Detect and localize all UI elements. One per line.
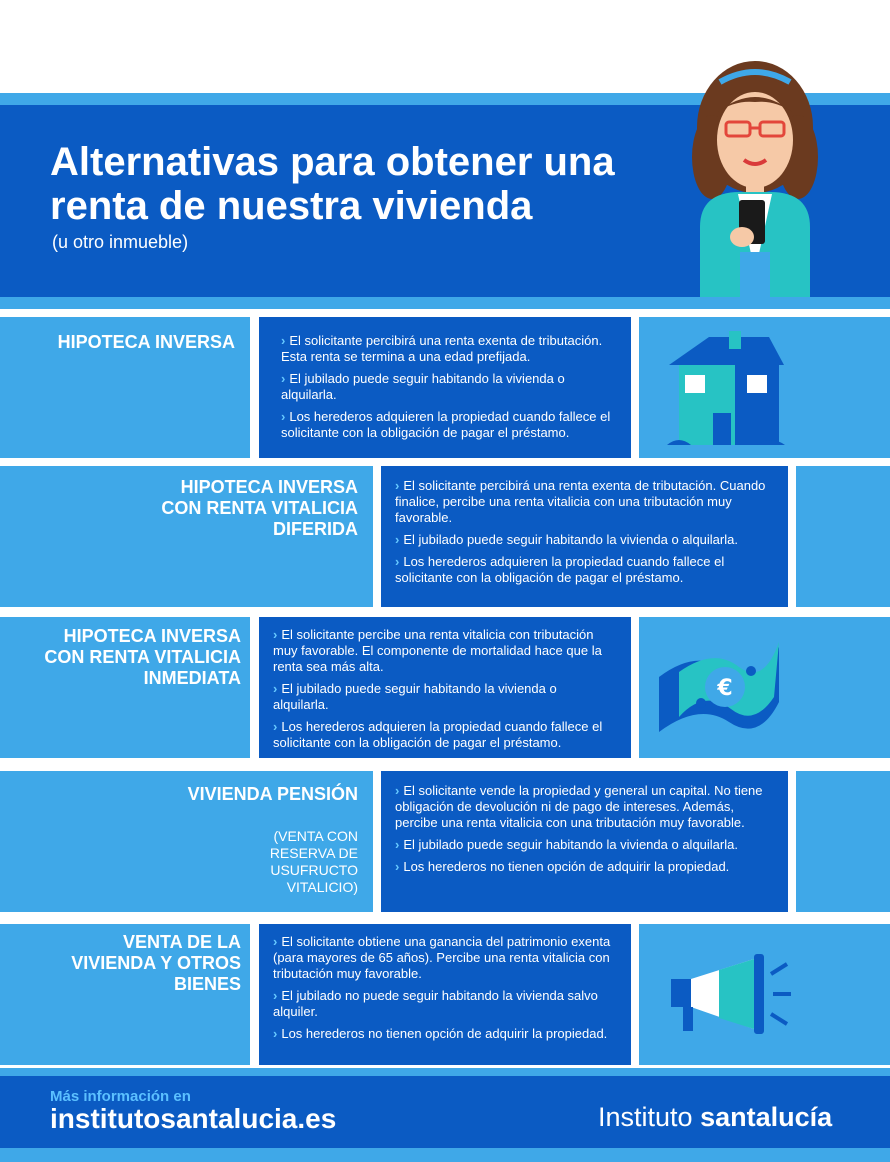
row-2-right-cell	[796, 466, 890, 607]
row-4-bullet-2: › El jubilado puede seguir habitando la vivienda o alquilarla.	[395, 837, 738, 852]
row-5-description	[259, 924, 631, 1065]
row-2-title: HIPOTECA INVERSA CON RENTA VITALICIA DIFERIDA	[161, 477, 358, 539]
row-1-bullet-3: › Los herederos adquieren la propiedad cuando fallece el solicitante con la obligación de pagar el préstamo.	[281, 409, 611, 440]
row-4-subtitle: (VENTA CON RESERVA DE USUFRUCTO VITALICIO)	[269, 828, 358, 895]
chevron-right-icon: ›	[395, 532, 400, 547]
website-link[interactable]: institutosantalucia.es	[50, 1103, 337, 1134]
chevron-right-icon: ›	[281, 371, 286, 386]
row-1-icon-cell	[639, 317, 890, 458]
page-title: Alternativas para obtener una renta de nuestra vivienda	[50, 140, 615, 228]
row-1-title: HIPOTECA INVERSA	[57, 332, 235, 352]
header-bottom-stripe	[0, 297, 890, 309]
row-4-description	[381, 771, 788, 912]
euro-banknote-icon	[639, 617, 890, 758]
chevron-right-icon: ›	[273, 681, 278, 696]
row-3-bullet-2: › El jubilado puede seguir habitando la vivienda o alquilarla.	[273, 681, 557, 712]
row-5-icon-cell	[639, 924, 890, 1065]
row-1-bullet-1: › El solicitante percibirá una renta exenta de tributación. Esta renta se termina a una edad prefijada.	[281, 333, 603, 364]
brand-light-text: Instituto	[598, 1102, 701, 1132]
row-4-title: VIVIENDA PENSIÓN	[187, 784, 358, 804]
chevron-right-icon: ›	[395, 478, 400, 493]
chevron-right-icon: ›	[395, 859, 400, 874]
megaphone-icon	[639, 924, 890, 1065]
brand-bold-text: santalucía	[700, 1102, 833, 1132]
row-1-description	[259, 317, 631, 458]
chevron-right-icon: ›	[273, 719, 278, 734]
row-2-bullet-3: › Los herederos adquieren la propiedad cuando fallece el solicitante con la obligación de pagar el préstamo.	[395, 554, 725, 585]
row-3-bullet-1: › El solicitante percibe una renta vitalicia con tributación muy favorable. El componente de mortalidad hace que la renta sea más alta.	[273, 627, 602, 674]
chevron-right-icon: ›	[273, 988, 278, 1003]
row-3-bullet-3: › Los herederos adquieren la propiedad cuando fallece el solicitante con la obligación de pagar el préstamo.	[273, 719, 603, 750]
brand-logo	[598, 1102, 832, 1133]
house-icon	[639, 317, 890, 458]
row-4-right-cell	[796, 771, 890, 912]
chevron-right-icon: ›	[273, 934, 278, 949]
footer-bottom-stripe	[0, 1148, 890, 1162]
row-5-bullet-2: › El jubilado no puede seguir habitando la vivienda salvo alquiler.	[273, 988, 598, 1019]
chevron-right-icon: ›	[281, 333, 286, 348]
row-4-bullet-1: › El solicitante vende la propiedad y general un capital. No tiene obligación de devolución ni de pago de intereses. Además, percibe una renta vitalicia con una tributación muy favorable.	[395, 783, 763, 830]
chevron-right-icon: ›	[273, 1026, 278, 1041]
row-5-title: VENTA DE LA VIVIENDA Y OTROS BIENES	[71, 932, 241, 994]
row-1-bullet-2: › El jubilado puede seguir habitando la vivienda o alquilarla.	[281, 371, 565, 402]
row-5-bullet-3: › Los herederos no tienen opción de adquirir la propiedad.	[273, 1026, 608, 1041]
row-4-bullet-3: › Los herederos no tienen opción de adquirir la propiedad.	[395, 859, 730, 874]
woman-avatar-illustration	[680, 52, 830, 297]
page-subtitle: (u otro inmueble)	[52, 232, 189, 252]
row-2-bullet-2: › El jubilado puede seguir habitando la vivienda o alquilarla.	[395, 532, 738, 547]
row-2-description	[381, 466, 788, 607]
chevron-right-icon: ›	[395, 554, 400, 569]
svg-text:€: €	[717, 676, 733, 701]
row-3-icon-cell	[639, 617, 890, 758]
chevron-right-icon: ›	[395, 837, 400, 852]
row-3-title: HIPOTECA INVERSA CON RENTA VITALICIA INMEDIATA	[44, 626, 241, 688]
chevron-right-icon: ›	[281, 409, 286, 424]
chevron-right-icon: ›	[395, 783, 400, 798]
more-info-label: Más información en	[50, 1088, 191, 1105]
row-2-bullet-1: › El solicitante percibirá una renta exenta de tributación. Cuando finalice, percibe una renta vitalicia con una tributación muy favorable.	[395, 478, 766, 525]
row-5-bullet-1: › El solicitante obtiene una ganancia del patrimonio exenta (para mayores de 65 años). Percibe una renta vitalicia con tributación muy favorable.	[273, 934, 611, 981]
row-3-description	[259, 617, 631, 758]
chevron-right-icon: ›	[273, 627, 278, 642]
footer-top-stripe	[0, 1068, 890, 1076]
